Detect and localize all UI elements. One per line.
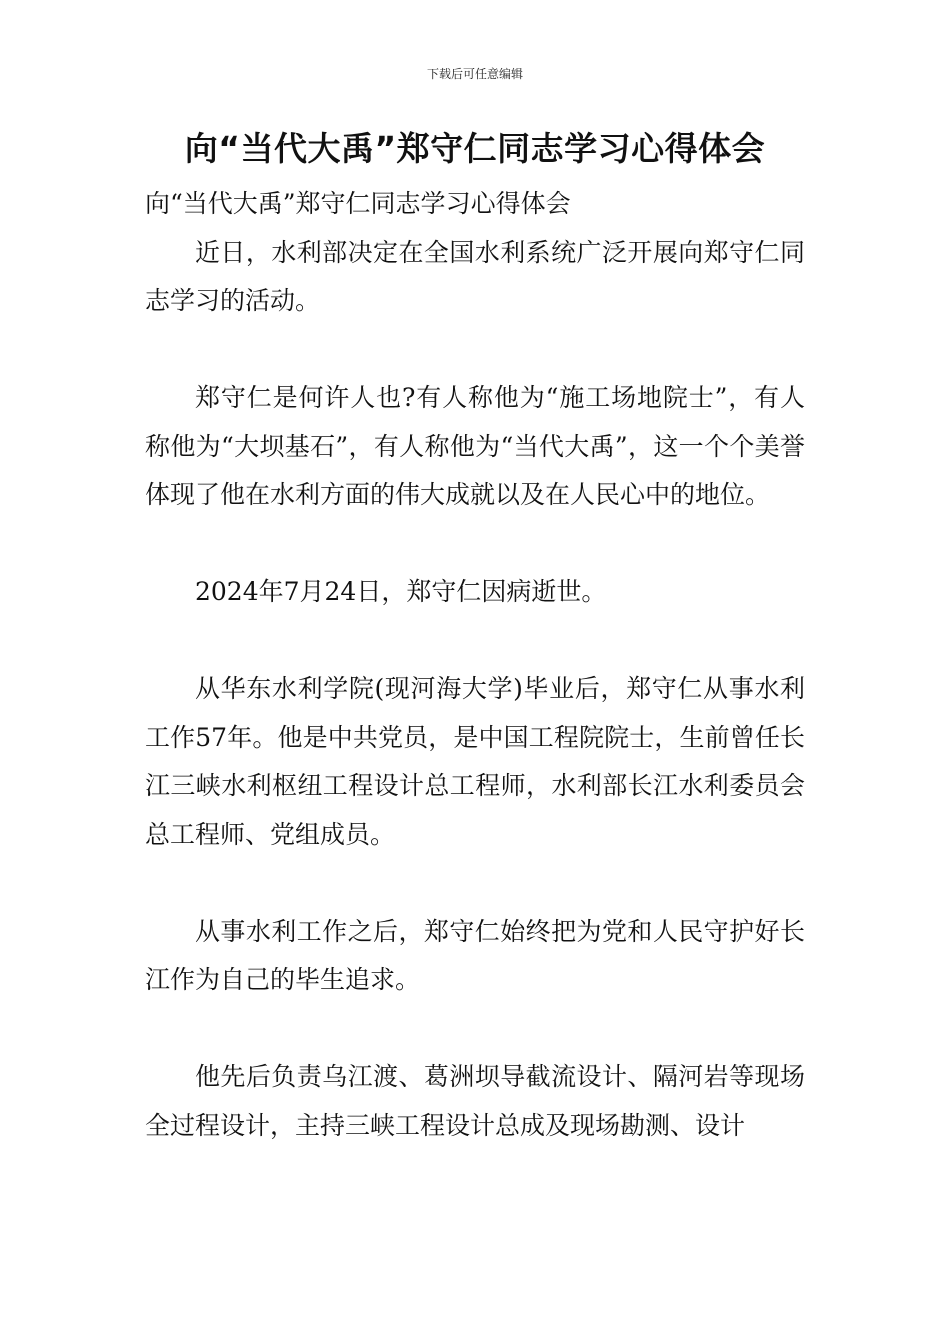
paragraph-spacer <box>145 1005 805 1054</box>
paragraph-5: 从事水利工作之后，郑守仁始终把为党和人民守护好长江作为自己的毕生追求。 <box>145 916 805 994</box>
paragraph-spacer <box>145 859 805 908</box>
paragraph-spacer <box>145 520 805 569</box>
paragraph-3: 2024年7月24日，郑守仁因病逝世。 <box>195 577 607 606</box>
paragraph-6: 他先后负责乌江渡、葛洲坝导截流设计、隔河岩等现场全过程设计，主持三峡工程设计总成及现场勘测、设计 <box>145 1062 805 1140</box>
paragraph-spacer <box>145 326 805 375</box>
document-subtitle: 向“当代大禹”郑守仁同志学习心得体会 <box>145 189 571 218</box>
paragraph-1: 近日，水利部决定在全国水利系统广泛开展向郑守仁同志学习的活动。 <box>145 237 805 315</box>
paragraph-2: 郑守仁是何许人也?有人称他为“施工场地院士”，有人称他为“大坝基石”，有人称他为“当代大禹”，这一个个美誉体现了他在水利方面的伟大成就以及在人民心中的地位。 <box>145 383 805 509</box>
page-header-note: 下载后可任意编辑 <box>426 67 523 81</box>
document-body <box>145 180 805 1150</box>
document-title: 向“当代大禹”郑守仁同志学习心得体会 <box>184 129 766 168</box>
paragraph-4: 从华东水利学院(现河海大学)毕业后，郑守仁从事水利工作57年。他是中共党员，是中国工程院院士，生前曾任长江三峡水利枢纽工程设计总工程师，水利部长江水利委员会总工程师、党组成员。 <box>145 674 805 849</box>
paragraph-spacer <box>145 617 805 666</box>
